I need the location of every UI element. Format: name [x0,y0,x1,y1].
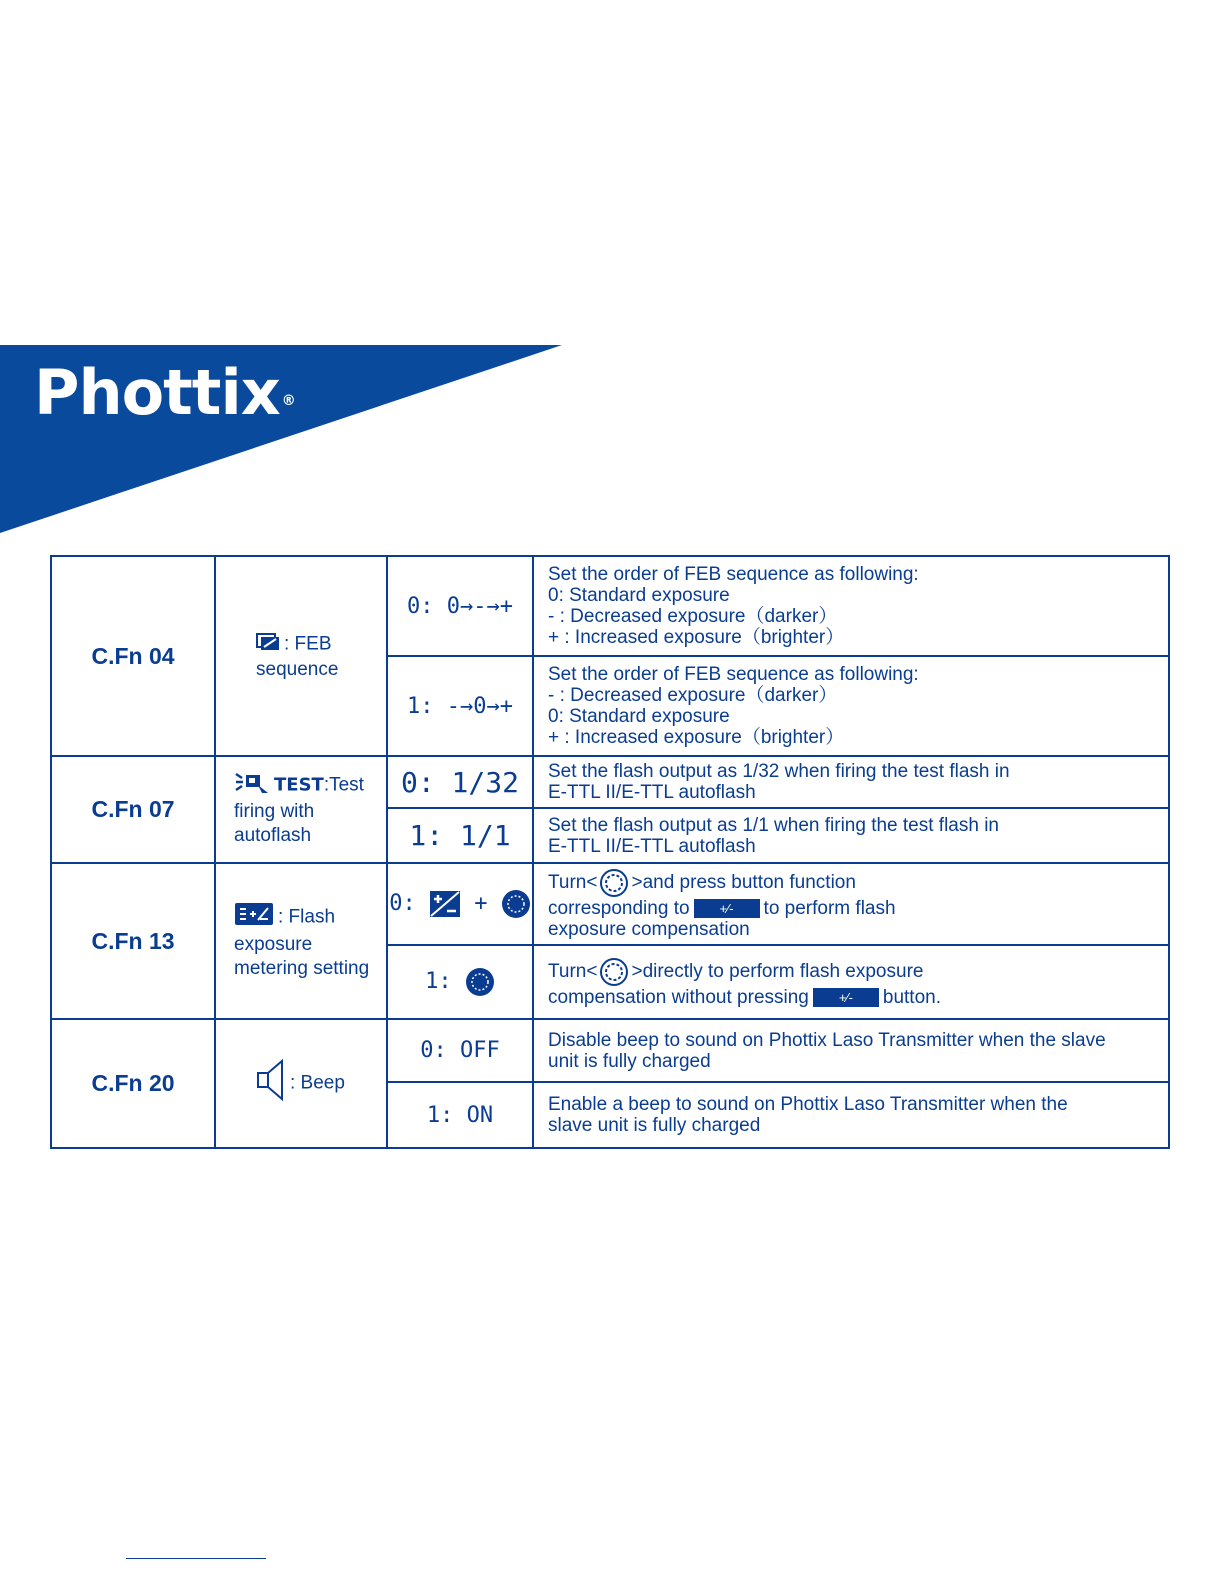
explanation-text: Turn< [548,960,598,982]
setting-prefix: 0: [389,891,416,916]
explanation-line: E-TTL II/E-TTL autoflash [548,782,756,803]
test-label: TEST [274,774,324,796]
setting-value: 0: OFF [387,1019,533,1082]
function-description [215,756,387,863]
function-number: C.Fn 20 [51,1019,215,1148]
function-number: C.Fn 04 [51,556,215,756]
dial-icon [501,891,531,916]
registered-mark: ® [281,393,295,409]
explanation-text: corresponding to [548,898,690,919]
explanation-line: 0: Standard exposure [548,585,730,606]
description-line: : Flash [278,906,336,928]
custom-function-table [50,555,1170,1149]
setting-value [387,945,533,1019]
description-line: exposure [234,933,313,955]
explanation-text: >directly to perform flash exposure [631,960,924,982]
speaker-icon [256,1059,286,1108]
table-row [51,863,1169,945]
setting-value: 0: 1/32 [387,756,533,808]
setting-prefix: 1: [425,969,452,994]
exposure-compensation-icon [429,891,474,916]
explanation-line: - : Decreased exposure（darker） [548,606,838,627]
table-row [51,1019,1169,1082]
explanation-line: Set the flash output as 1/1 when firing the test flash in [548,814,999,836]
function-description [215,556,387,756]
explanation-line: + : Increased exposure（brighter） [548,727,845,748]
setting-explanation [533,808,1169,863]
exposure-compensation-button: +⁄- [813,988,879,1007]
description-line: : Beep [290,1072,345,1094]
setting-explanation [533,945,1169,1019]
explanation-line: + : Increased exposure（brighter） [548,627,845,648]
explanation-text: to perform flash [763,898,896,919]
flash-exposure-icon [234,902,274,933]
setting-explanation [533,1019,1169,1082]
setting-explanation [533,756,1169,808]
description-line: :Test [323,774,364,796]
explanation-line: E-TTL II/E-TTL autoflash [548,835,756,857]
setting-value: 1: -→0→+ [387,656,533,756]
explanation-line: Disable beep to sound on Phottix Laso Transmitter when the slave [548,1029,1106,1051]
explanation-line: Set the order of FEB sequence as following: [548,664,919,685]
footer-rule [126,1558,266,1559]
dial-icon [465,969,495,994]
explanation-text: compensation without pressing [548,986,809,1008]
test-flash-icon [234,771,270,800]
setting-explanation [533,863,1169,945]
setting-value: 1: ON [387,1082,533,1148]
setting-explanation [533,556,1169,656]
brand-name: Phottix [34,356,280,429]
table-row [51,756,1169,808]
setting-explanation [533,1082,1169,1148]
exposure-compensation-button: +⁄- [694,899,760,918]
brand-logo [34,358,295,428]
feb-icon [256,631,280,658]
table-row [51,556,1169,656]
dial-icon [599,868,629,898]
description-line: : FEB [284,633,332,655]
description-line: metering setting [234,957,370,979]
dial-icon [599,957,629,987]
explanation-line: unit is fully charged [548,1050,711,1072]
explanation-line: Set the flash output as 1/32 when firing the test flash in [548,761,1010,782]
explanation-line: Enable a beep to sound on Phottix Laso Transmitter when the [548,1094,1068,1115]
explanation-line: exposure compensation [548,919,750,940]
function-number: C.Fn 07 [51,756,215,863]
setting-value: 1: 1/1 [387,808,533,863]
description-line: firing with [234,801,315,822]
setting-value: 0: + [387,863,533,945]
explanation-text: >and press button function [631,872,856,894]
setting-value: 0: 0→-→+ [387,556,533,656]
function-description [215,1019,387,1148]
explanation-line: Set the order of FEB sequence as following: [548,564,919,585]
function-description [215,863,387,1019]
setting-explanation [533,656,1169,756]
explanation-line: slave unit is fully charged [548,1115,761,1136]
description-line: autoflash [234,825,312,846]
description-line: sequence [256,658,339,680]
explanation-text: Turn< [548,872,598,894]
explanation-text: button. [882,986,941,1008]
function-number: C.Fn 13 [51,863,215,1019]
explanation-line: - : Decreased exposure（darker） [548,685,838,706]
explanation-line: 0: Standard exposure [548,706,730,727]
